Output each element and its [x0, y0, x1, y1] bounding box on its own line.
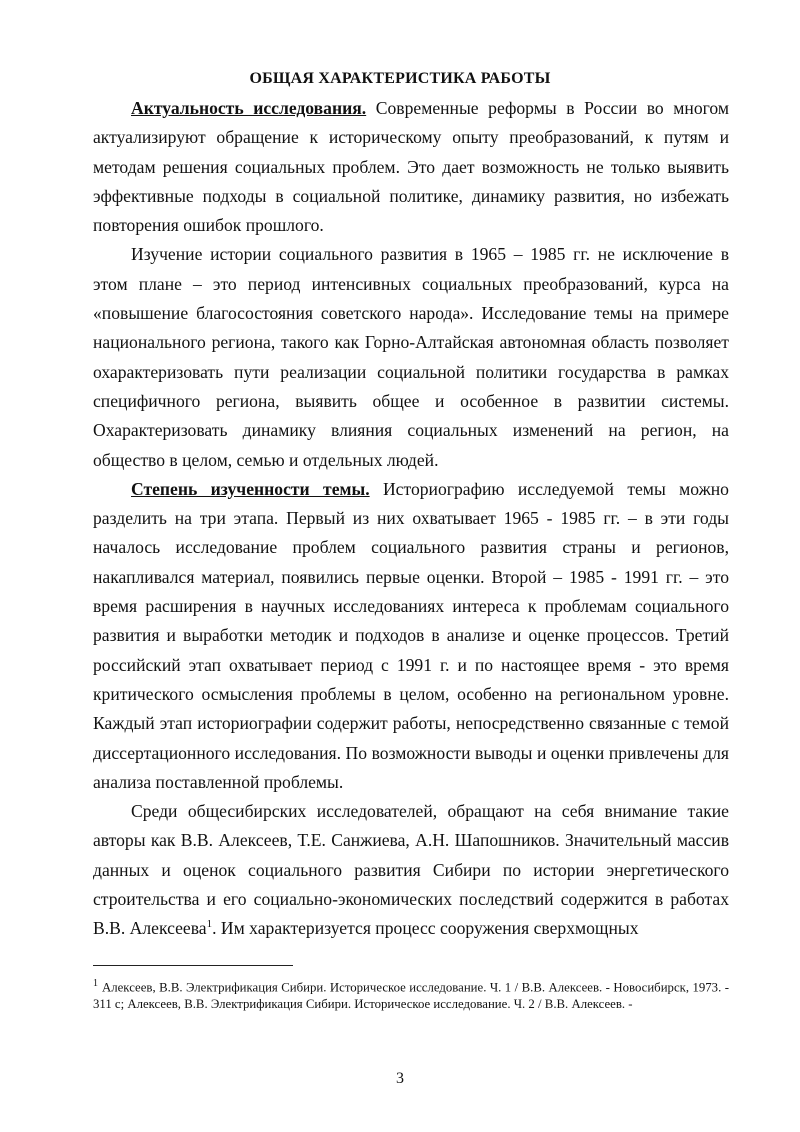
page-number: 3 [396, 1070, 404, 1087]
footnote-divider [93, 965, 293, 966]
paragraph-relevance [93, 94, 729, 240]
paragraph-text: Среди общесибирских исследователей, обращают на себя внимание такие авторы как В.В. Алексеев, Т.Е. Санжиева, А.Н. Шапошников. Значительный массив данных и оценок социального развития Сибири по истории энергетического строительства и его социально-экономических последствий содержится в работах В.В. Алексеева [93, 801, 729, 939]
footnote [93, 975, 729, 1013]
footnote-text: Алексеев, В.В. Электрификация Сибири. Историческое исследование. Ч. 1 / В.В. Алексеев. - Новосибирск, 1973. - 311 с; Алексеев, В.В. Электрификация Сибири. Историческое исследование. Ч. 2 / В.В. Алексеев. - [93, 980, 729, 1012]
paragraph-history: Изучение истории социального развития в 1965 – 1985 гг. не исключение в этом плане – это период интенсивных социальных преобразований, курса на «повышение благосостояния советского народа». Исследование темы на примере национального региона, такого как Горно-Алтайская автономная область позволяет охарактеризовать пути реализации социальной политики государства в рамках специфичного региона, выявить общее и особенное в развитии системы. Охарактеризовать динамику влияния социальных изменений на регион, на общество в целом, семью и отдельных людей. [93, 244, 729, 470]
page-heading: ОБЩАЯ ХАРАКТЕРИСТИКА РАБОТЫ [249, 70, 551, 87]
footnote-reference[interactable]: 1 [206, 918, 213, 931]
body-text [93, 94, 729, 944]
footnote-number: 1 [93, 978, 98, 989]
paragraph-text: . Им характеризуется процесс сооружения сверхмощных [212, 918, 639, 939]
section-title-degree: Степень изученности темы. [131, 478, 370, 499]
section-title-relevance: Актуальность исследования. [131, 98, 367, 118]
paragraph-text: Современные реформы в России во многом актуализируют обращение к историческому опыту преобразований, к путям и методам решения социальных проблем. Это дает возможность не только выявить эффективные подходы в социальной политике, динамику развития, но избежать повторения ошибок прошлого. [93, 98, 730, 236]
paragraph-degree [93, 475, 729, 797]
paragraph-text: Историографию исследуемой темы можно разделить на три этапа. Первый из них охватывает 1965 - 1985 гг. – в эти годы началось исследование проблем социального развития страны и регионов, накапливался материал, появились первые оценки. Второй – 1985 - 1991 гг. – это время расширения в научных исследованиях интереса к проблемам социального развития и выработки методик и подходов в анализе и оценке процессов. Третий российский этап охватывает период с 1991 г. и по настоящее время - это время критического осмысления проблемы в целом, особенно на региональном уровне. Каждый этап историографии содержит работы, непосредственно связанные с темой диссертационного исследования. По возможности выводы и оценки привлечены для анализа поставленной проблемы. [93, 478, 729, 792]
paragraph-researchers [93, 797, 729, 943]
